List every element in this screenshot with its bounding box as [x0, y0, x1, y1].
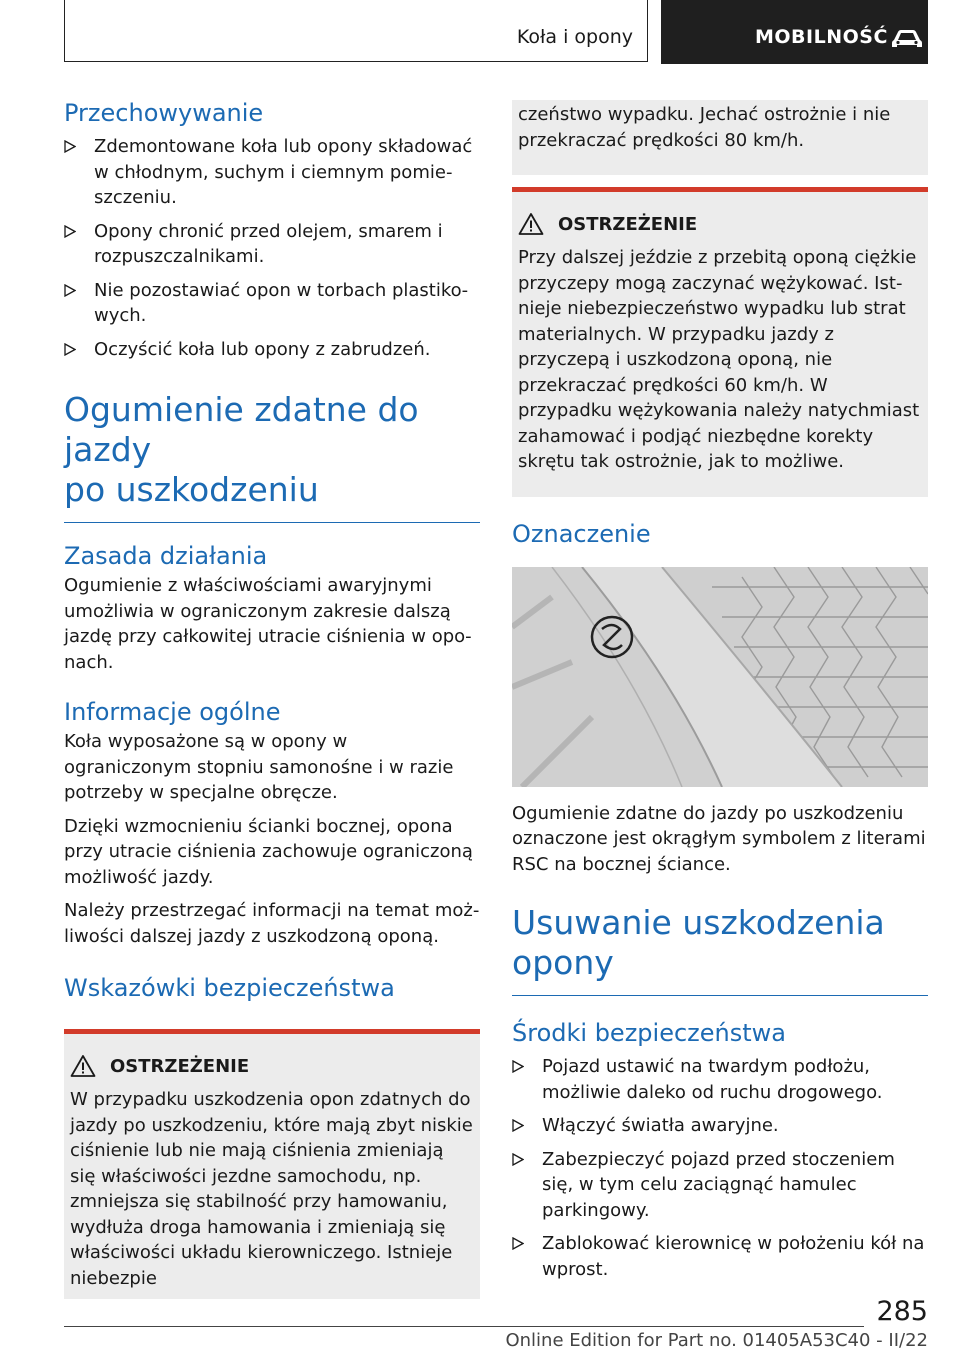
list-item [64, 134, 480, 211]
list-item-text: Nie pozostawiać opon w torbach plastikowych. [94, 279, 469, 326]
list-item [64, 337, 480, 363]
marking-text: Ogumienie zdatne do jazdy po uszkodzeniu oznaczone jest okrągłym symbolem z literami RSC na bocznej ściance. [512, 802, 926, 875]
warning-box-1-continued [512, 100, 928, 175]
bullet-triangle-icon [512, 1237, 524, 1250]
warning-box-1 [64, 1029, 480, 1299]
repair-heading-block [512, 903, 928, 996]
repair-heading-line-1: Usuwanie uszkodzenia [512, 903, 885, 942]
header-chapter-tab [661, 0, 928, 64]
storage-list [64, 134, 480, 362]
footer-divider [64, 1326, 864, 1327]
list-item-text: Zdemontowane koła lub opony składować w chłodnym, suchym i ciemnym pomieszczeniu. [94, 136, 473, 208]
list-item [64, 219, 480, 270]
warning-triangle-icon [70, 1054, 96, 1078]
page-header [64, 0, 928, 64]
warning-triangle-icon [518, 212, 544, 236]
bullet-triangle-icon [64, 284, 76, 297]
right-column [512, 100, 928, 1282]
warning-box-2 [512, 187, 928, 497]
list-item [512, 1231, 928, 1282]
list-item-text: Pojazd ustawić na twardym podłożu, możliwie daleko od ruchu drogowego. [542, 1056, 883, 1103]
bullet-triangle-icon [64, 225, 76, 238]
principle-heading: Zasada działania [64, 542, 268, 570]
bullet-triangle-icon [512, 1153, 524, 1166]
list-item-text: Włączyć światła awaryjne. [542, 1115, 779, 1136]
bullet-triangle-icon [512, 1119, 524, 1132]
list-item-text: Opony chronić przed olejem, smarem i rozpuszczalnikami. [94, 220, 443, 267]
rsc-heading-line-1: Ogumienie zdatne do jazdy [64, 390, 419, 469]
rsc-tire-illustration [512, 567, 928, 787]
list-item [64, 278, 480, 329]
list-item [512, 1113, 928, 1139]
safety-heading: Wskazówki bezpieczeństwa [64, 974, 395, 1002]
left-column [64, 96, 480, 1299]
general-info-paragraph-3: Należy przestrzegać informacji na temat możliwości dalszej jazdy z uszkodzoną oponą. [64, 900, 480, 947]
warning-title: OSTRZEŻENIE [70, 1056, 474, 1077]
list-item-text: Oczyścić koła lub opony z zabrudzeń. [94, 338, 431, 360]
warning-text: Przy dalszej jeździe z przebitą oponą ciężkie przyczepy mogą zaczynać wężykować. Istnieje niebezpieczeństwo wypadku lub strat materialnych. W przypadku jazdy z przyczepą i uszkodzoną oponą, nie przekraczać prędkości 60 km/h. W przypadku wężykowania należy natychmiast zahamować i podjąć niezbędne korekty skrętu tak ostrożnie, jak to możliwe. [518, 247, 920, 472]
measures-heading: Środki bezpieczeństwa [512, 1019, 786, 1047]
general-info-paragraph-2: Dzięki wzmocnieniu ścianki bocznej, opona przy utracie ciśnienia zachowuje ograniczoną możliwość jazdy. [64, 815, 473, 888]
page-number: 285 [876, 1296, 928, 1327]
rsc-heading-block [64, 390, 480, 523]
list-item-text: Zabezpieczyć pojazd przed stoczeniem się, w tym celu zaciągnąć hamulec parkingowy. [542, 1148, 895, 1221]
header-section-title: Koła i opony [516, 26, 633, 48]
list-item [512, 1054, 928, 1105]
header-section-tab [64, 0, 648, 62]
warning-text-continued: czeństwo wypadku. Jechać ostrożnie i nie przekraczać prędkości 80 km/h. [518, 104, 891, 151]
car-icon [891, 28, 923, 50]
principle-text: Ogumienie z właściwościami awaryjnymi umożliwia w ograniczonym zakresie dalszą jazdę przy całkowitej utracie ciśnienia w oponach. [64, 575, 472, 673]
warning-title: OSTRZEŻENIE [518, 214, 922, 235]
repair-heading-line-2: opony [512, 943, 614, 982]
footer-edition-text: Online Edition for Part no. 01405A53C40 - II/22 [505, 1330, 928, 1351]
bullet-triangle-icon [64, 140, 76, 153]
measures-list [512, 1054, 928, 1282]
warning-text: W przypadku uszkodzenia opon zdatnych do jazdy po uszkodzeniu, które mają zbyt niskie ciśnienie lub nie mają ciśnienia zmieniają się właściwości jezdne samochodu, np. zmniejsza się stabilność przy hamowaniu, wydłuża droga hamowania i zmieniają się właściwości układu kierowniczego. Istnieje niebezpie [70, 1089, 473, 1289]
bullet-triangle-icon [512, 1060, 524, 1073]
bullet-triangle-icon [64, 343, 76, 356]
marking-heading: Oznaczenie [512, 519, 651, 548]
general-info-paragraph-1: Koła wyposażone są w opony w ograniczonym stopniu samonośne i w razie potrzeby w specjalne obręcze. [64, 731, 454, 803]
storage-heading: Przechowywanie [64, 99, 264, 127]
general-info-heading: Informacje ogólne [64, 698, 281, 726]
list-item [512, 1147, 928, 1224]
list-item-text: Zablokować kierownicę w położeniu kół na wprost. [542, 1233, 925, 1280]
header-chapter-title: MOBILNOŚĆ [755, 26, 888, 48]
rsc-heading-line-2: po uszkodzeniu [64, 470, 319, 509]
